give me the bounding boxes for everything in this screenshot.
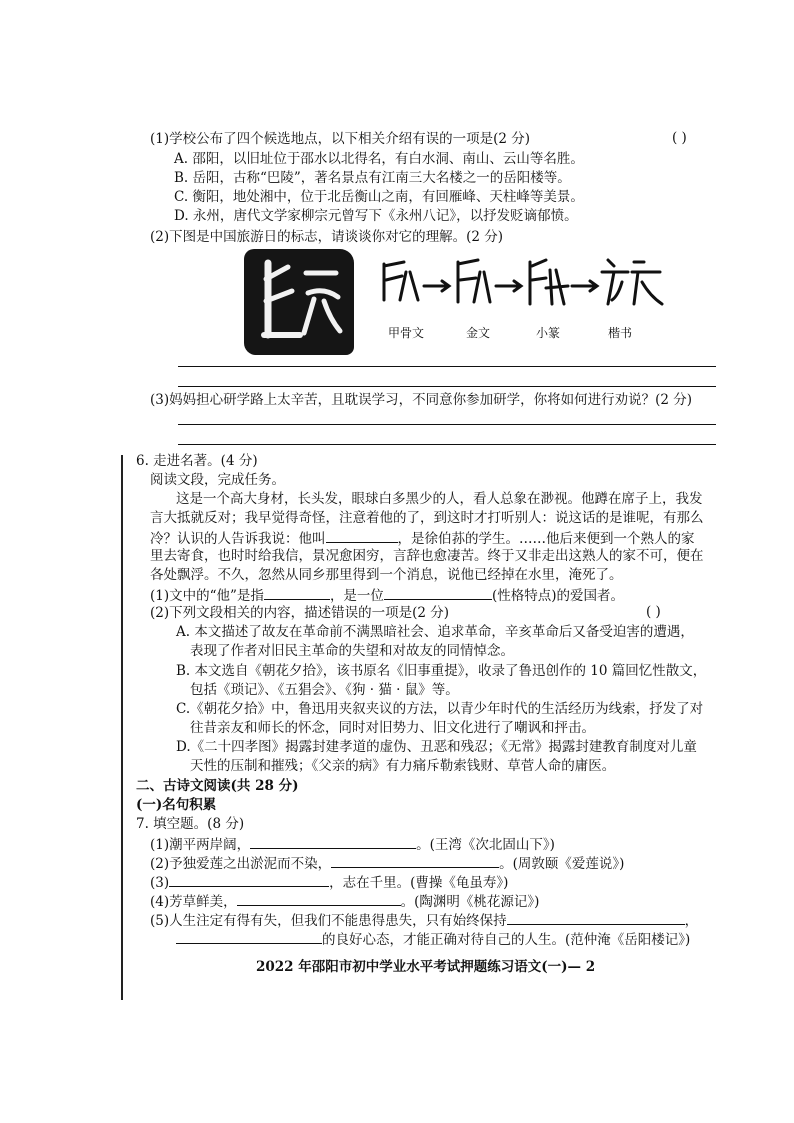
answer-line[interactable] bbox=[178, 366, 716, 367]
q5-sub2-stem: (2)下图是中国旅游日的标志，请谈谈你对它的理解。(2 分) bbox=[150, 229, 504, 245]
q5-option-d: D. 永州，唐代文学家柳宗元曾写下《永州八记》，以抒发贬谪郁愤。 bbox=[174, 208, 578, 224]
fill-blank[interactable] bbox=[507, 910, 685, 925]
page-footer: 2022 年邵阳市初中学业水平考试押题练习语文(一)— 2 bbox=[256, 959, 596, 975]
passage-line: 里去寄食，也时时给我信，景况愈困穷，言辞也愈凄苦。终于又非走出这熟人的家不可，便在 bbox=[150, 548, 704, 564]
passage-line: 这是一个高大身材，长头发，眼球白多黑少的人，看人总象在渺视。他蹲在席子上，我发 bbox=[176, 491, 703, 507]
passage-text: ，是徐伯荪的学生。……他后来便到一个熟人的家 bbox=[397, 531, 695, 547]
fill-blank[interactable] bbox=[331, 853, 499, 868]
fill-text: (3) bbox=[150, 875, 170, 891]
q6-option-b: B. 本文选自《朝花夕拾》，该书原名《旧事重提》，收录了鲁迅创作的 10 篇回忆性散文， bbox=[176, 663, 707, 679]
q6-option-b-cont: 包括《琐记》、《五猖会》、《狗 · 猫 · 鼠》等。 bbox=[190, 682, 459, 698]
character-evolution bbox=[378, 252, 668, 316]
caption-small-seal: 小篆 bbox=[536, 326, 561, 340]
fill-text: 。(陶渊明《桃花源记》) bbox=[400, 894, 540, 910]
fill-item-5-cont bbox=[176, 929, 690, 949]
fill-blank[interactable] bbox=[250, 834, 416, 849]
q6-option-d-cont: 天性的压制和摧残；《父亲的病》有力痛斥勒索钱财、草菅人命的庸医。 bbox=[190, 758, 616, 774]
q5-sub1-answer-paren[interactable]: ( ) bbox=[672, 130, 687, 146]
fill-item-1 bbox=[150, 834, 555, 854]
q5-option-c: C. 衡阳，地处湘中，位于北岳衡山之南，有回雁峰、天柱峰等美景。 bbox=[174, 189, 584, 205]
q6-option-c: C.《朝花夕拾》中，鲁迅用夹叙夹议的方法，以青少年时代的生活经历为线索，抒发了对 bbox=[176, 701, 704, 717]
caption-oracle-bone: 甲骨文 bbox=[388, 326, 425, 340]
fill-blank[interactable] bbox=[176, 929, 322, 944]
q6-option-c-cont: 往昔亲友和师长的怀念，同时对旧势力、旧文化进行了嘲讽和抨击。 bbox=[190, 720, 595, 736]
passage-text: 冷？认识的人告诉我说：他叫 bbox=[150, 531, 326, 547]
q6-sub2-answer-paren[interactable]: ( ) bbox=[646, 604, 661, 620]
tourism-day-seal-logo bbox=[244, 249, 354, 355]
fill-text: (2)予独爱莲之出淤泥而不染， bbox=[150, 856, 332, 872]
q6-sub1-text: (性格特点)的爱国者。 bbox=[491, 588, 624, 604]
answer-line[interactable] bbox=[178, 444, 716, 445]
caption-regular-script: 楷书 bbox=[608, 326, 633, 340]
q6-sub1 bbox=[150, 585, 624, 605]
subsection-heading: (一)名句积累 bbox=[136, 797, 217, 813]
answer-blank[interactable] bbox=[384, 585, 492, 600]
q5-sub3-stem: (3)妈妈担心研学路上太辛苦，且耽误学习，不同意你参加研学，你将如何进行劝说？(2 分) bbox=[150, 392, 693, 408]
fill-text: (1)潮平两岸阔， bbox=[150, 837, 251, 853]
fill-text: 。(王湾《次北固山下》) bbox=[416, 837, 555, 853]
q6-sub2-stem: (2)下列文段相关的内容，描述错误的一项是(2 分) bbox=[150, 605, 450, 621]
q6-option-a-cont: 表现了作者对旧民主革命的失望和对故友的同情悼念。 bbox=[190, 643, 514, 659]
fill-text: 。(周敦颐《爱莲说》) bbox=[499, 856, 625, 872]
seal-glyph-icon bbox=[244, 249, 354, 355]
scan-edge-divider bbox=[121, 455, 123, 1000]
answer-line[interactable] bbox=[178, 386, 716, 387]
q6-sub1-text: (1)文中的“他”是指 bbox=[150, 588, 264, 604]
fill-item-5 bbox=[150, 910, 698, 930]
answer-line[interactable] bbox=[178, 424, 716, 425]
fill-item-2 bbox=[150, 853, 624, 873]
caption-bronze: 金文 bbox=[466, 326, 491, 340]
q5-option-a: A. 邵阳，以旧址位于邵水以北得名，有白水洞、南山、云山等名胜。 bbox=[174, 151, 584, 167]
fill-blank[interactable] bbox=[169, 872, 329, 887]
fill-text: (4)芳草鲜美， bbox=[150, 894, 237, 910]
fill-item-3 bbox=[150, 872, 508, 892]
q6-title: 6. 走进名著。(4 分) bbox=[136, 453, 258, 469]
q5-option-b: B. 岳阳，古称“巴陵”，著名景点有江南三大名楼之一的岳阳楼等。 bbox=[174, 170, 571, 186]
fill-blank[interactable] bbox=[237, 891, 401, 906]
passage-line: 各处飘浮。不久，忽然从同乡那里得到一个消息，说他已经掉在水里，淹死了。 bbox=[150, 567, 623, 583]
answer-blank[interactable] bbox=[264, 585, 330, 600]
passage-blank[interactable] bbox=[326, 528, 398, 543]
fill-text: ， bbox=[684, 913, 699, 929]
fill-text: ，志在千里。(曹操《龟虽寿》) bbox=[329, 875, 509, 891]
q6-option-d: D.《二十四孝图》揭露封建孝道的虚伪、丑恶和残忍；《无常》揭露封建教育制度对儿童 bbox=[176, 739, 697, 755]
fill-text: (5)人生注定有得有失，但我们不能患得患失，只有始终保持 bbox=[150, 913, 507, 929]
passage-line bbox=[150, 528, 695, 548]
fill-text: 的良好心态，才能正确对待自己的人生。(范仲淹《岳阳楼记》) bbox=[322, 932, 691, 948]
q6-instruction: 阅读文段，完成任务。 bbox=[150, 472, 285, 488]
q6-sub1-text: ，是一位 bbox=[329, 588, 384, 604]
q5-sub1-stem: (1)学校公布了四个候选地点，以下相关介绍有误的一项是(2 分) bbox=[150, 131, 531, 147]
evolution-glyphs-icon bbox=[378, 252, 668, 312]
passage-line: 言大抵就反对；我早觉得奇怪，注意着他的了，到这时才打听别人：说这话的是谁呢，有那么 bbox=[150, 510, 704, 526]
q7-title: 7. 填空题。(8 分) bbox=[136, 816, 245, 832]
q6-option-a: A. 本文描述了故友在革命前不满黑暗社会、追求革命，辛亥革命后又备受迫害的遭遇， bbox=[176, 624, 694, 640]
fill-item-4 bbox=[150, 891, 539, 911]
section-heading: 二、古诗文阅读(共 28 分) bbox=[136, 778, 299, 794]
